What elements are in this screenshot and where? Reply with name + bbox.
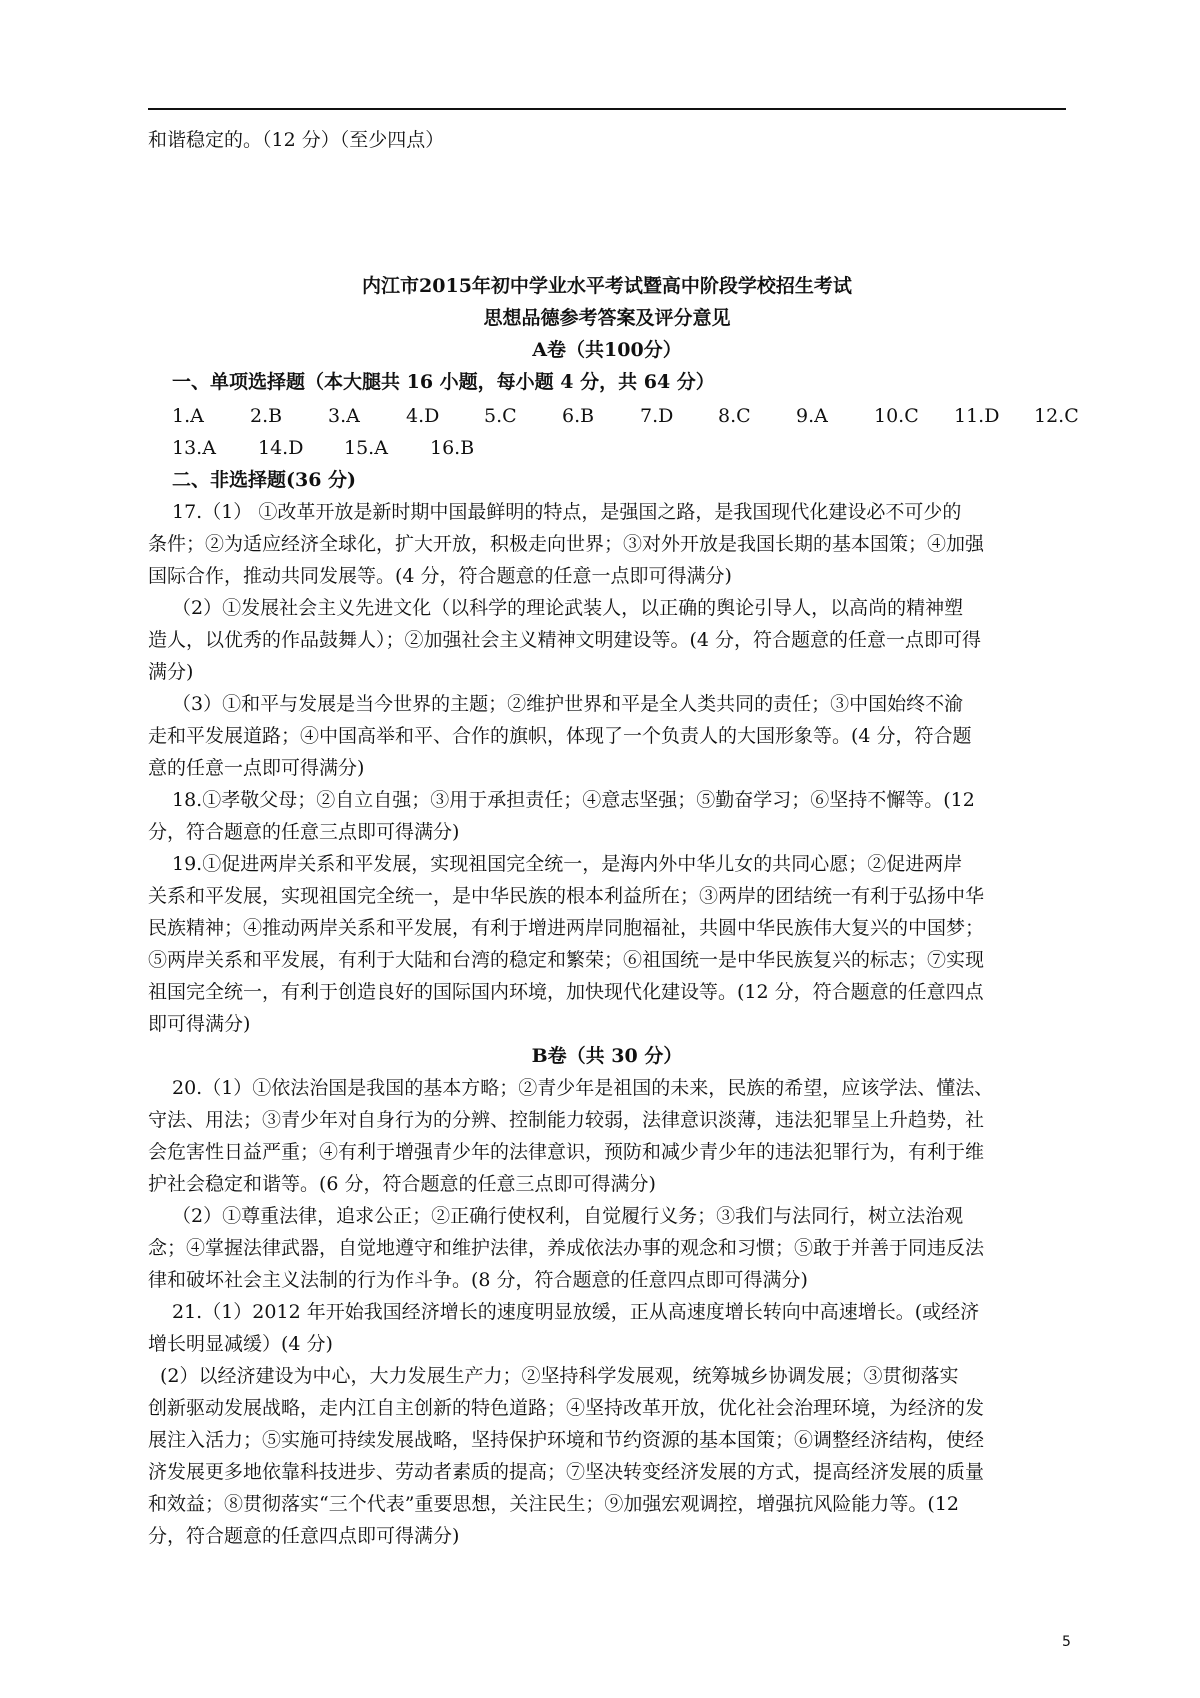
text-line: 国际合作，推动共同发展等。(4 分，符合题意的任意一点即可得满分) [148,565,732,587]
answer: 6.B [562,405,595,427]
answer: 15.A [344,437,388,459]
answer: 5.C [484,405,517,427]
answer-row-2 [172,432,1092,464]
text-line: 条件；②为适应经济全球化，扩大开放，积极走向世界；③对外开放是我国长期的基本国策；④加强 [148,533,985,555]
answer: 11.D [954,405,1000,427]
text-line: (2）以经济建设为中心，大力发展生产力；②坚持科学发展观，统筹城乡协调发展；③贯彻落实 [160,1365,959,1387]
answer: 9.A [796,405,828,427]
text-line: 19.①促进两岸关系和平发展，实现祖国完全统一，是海内外中华儿女的共同心愿；②促进两岸 [172,853,963,875]
text-line: 展注入活力；⑤实施可持续发展战略，坚持保护环境和节约资源的基本国策；⑥调整经济结构，使经 [148,1429,985,1451]
text-line: （2）①尊重法律，追求公正；②正确行使权利，自觉履行义务；③我们与法同行，树立法治观 [172,1205,964,1227]
text-line: 和效益；⑧贯彻落实“三个代表”重要思想，关注民生；⑨加强宏观调控，增强抗风险能力等。(12 [148,1493,960,1515]
answer: 7.D [640,405,674,427]
text-line: 意的任意一点即可得满分) [148,757,365,779]
text-line: 18.①孝敬父母；②自立自强；③用于承担责任；④意志坚强；⑤勤奋学习；⑥坚持不懈等。(12 [172,789,975,811]
text-line: 增长明显减缓）(4 分) [148,1333,333,1355]
text-line: 律和破坏社会主义法制的行为作斗争。(8 分，符合题意的任意四点即可得满分) [148,1269,808,1291]
text-line: ⑤两岸关系和平发展，有利于大陆和台湾的稳定和繁荣；⑥祖国统一是中华民族复兴的标志；⑦实现 [148,949,985,971]
answer: 2.B [250,405,283,427]
text-line: 满分) [148,661,194,683]
text-line: 念；④掌握法律武器，自觉地遵守和维护法律，养成依法办事的观念和习惯；⑤敢于并善于同违反法 [148,1237,985,1259]
text-line: 21.（1）2012 年开始我国经济增长的速度明显放缓，正从高速度增长转向中高速增长。(或经济 [172,1301,980,1323]
text-line: （2）①发展社会主义先进文化（以科学的理论武装人，以正确的舆论引导人，以高尚的精神塑 [172,597,964,619]
text-line: 造人，以优秀的作品鼓舞人）；②加强社会主义精神文明建设等。(4 分，符合题意的任意一点即可得 [148,629,982,651]
answer: 3.A [328,405,360,427]
text-line: 即可得满分) [148,1013,251,1035]
text-line: （3）①和平与发展是当今世界的主题；②维护世界和平是全人类共同的责任；③中国始终不渝 [172,693,964,715]
answer: 16.B [430,437,475,459]
text-line: 17.（1） ①改革开放是新时期中国最鲜明的特点，是强国之路，是我国现代化建设必不可少的 [172,501,962,523]
text-line: 会危害性日益严重；④有利于增强青少年的法律意识，预防和减少青少年的违法犯罪行为，有利于维 [148,1141,985,1163]
text-line: 分，符合题意的任意四点即可得满分) [148,1525,460,1547]
doc-subtitle: 思想品德参考答案及评分意见 [483,307,731,329]
answer: 1.A [172,405,204,427]
text-line: 创新驱动发展战略，走内江自主创新的特色道路；④坚持改革开放，优化社会治理环境，为经济的发 [148,1397,985,1419]
answer: 4.D [406,405,440,427]
answer: 13.A [172,437,216,459]
text-line: 济发展更多地依靠科技进步、劳动者素质的提高；⑦坚决转变经济发展的方式，提高经济发展的质量 [148,1461,985,1483]
text-line: 20.（1）①依法治国是我国的基本方略；②青少年是祖国的未来，民族的希望，应该学法、懂法、 [172,1077,994,1099]
text-line: 关系和平发展，实现祖国完全统一，是中华民族的根本利益所在；③两岸的团结统一有利于弘扬中华 [148,885,985,907]
text-line: 守法、用法；③青少年对自身行为的分辨、控制能力较弱，法律意识淡薄，违法犯罪呈上升趋势，社 [148,1109,985,1131]
text-line: 护社会稳定和谐等。(6 分，符合题意的任意三点即可得满分) [148,1173,656,1195]
header-rule [148,108,1066,110]
text-line: 祖国完全统一，有利于创造良好的国际国内环境，加快现代化建设等。(12 分，符合题意的任意四点 [148,981,984,1003]
answer: 8.C [718,405,751,427]
answer: 10.C [874,405,919,427]
previous-page-tail: 和谐稳定的。（12 分）（至少四点） [148,129,445,151]
text-line: 走和平发展道路；④中国高举和平、合作的旗帜，体现了一个负责人的大国形象等。(4 分，符合题 [148,725,972,747]
answer: 14.D [258,437,304,459]
page-number: 5 [1062,1634,1071,1650]
text-line: 民族精神；④推动两岸关系和平发展，有利于增进两岸同胞福祉，共圆中华民族伟大复兴的中国梦； [148,917,985,939]
doc-title: 内江市2015年初中学业水平考试暨高中阶段学校招生考试 [362,275,852,297]
section-a-heading: A卷（共100分） [532,339,682,361]
part-1-heading: 一、单项选择题（本大腿共 16 小题，每小题 4 分，共 64 分） [172,371,715,393]
part-2-heading: 二、非选择题(36 分) [172,469,357,491]
text-line: 分，符合题意的任意三点即可得满分) [148,821,460,843]
section-b-heading: B卷（共 30 分） [531,1045,683,1067]
answer-row-1 [172,400,1092,432]
answer: 12.C [1034,405,1079,427]
